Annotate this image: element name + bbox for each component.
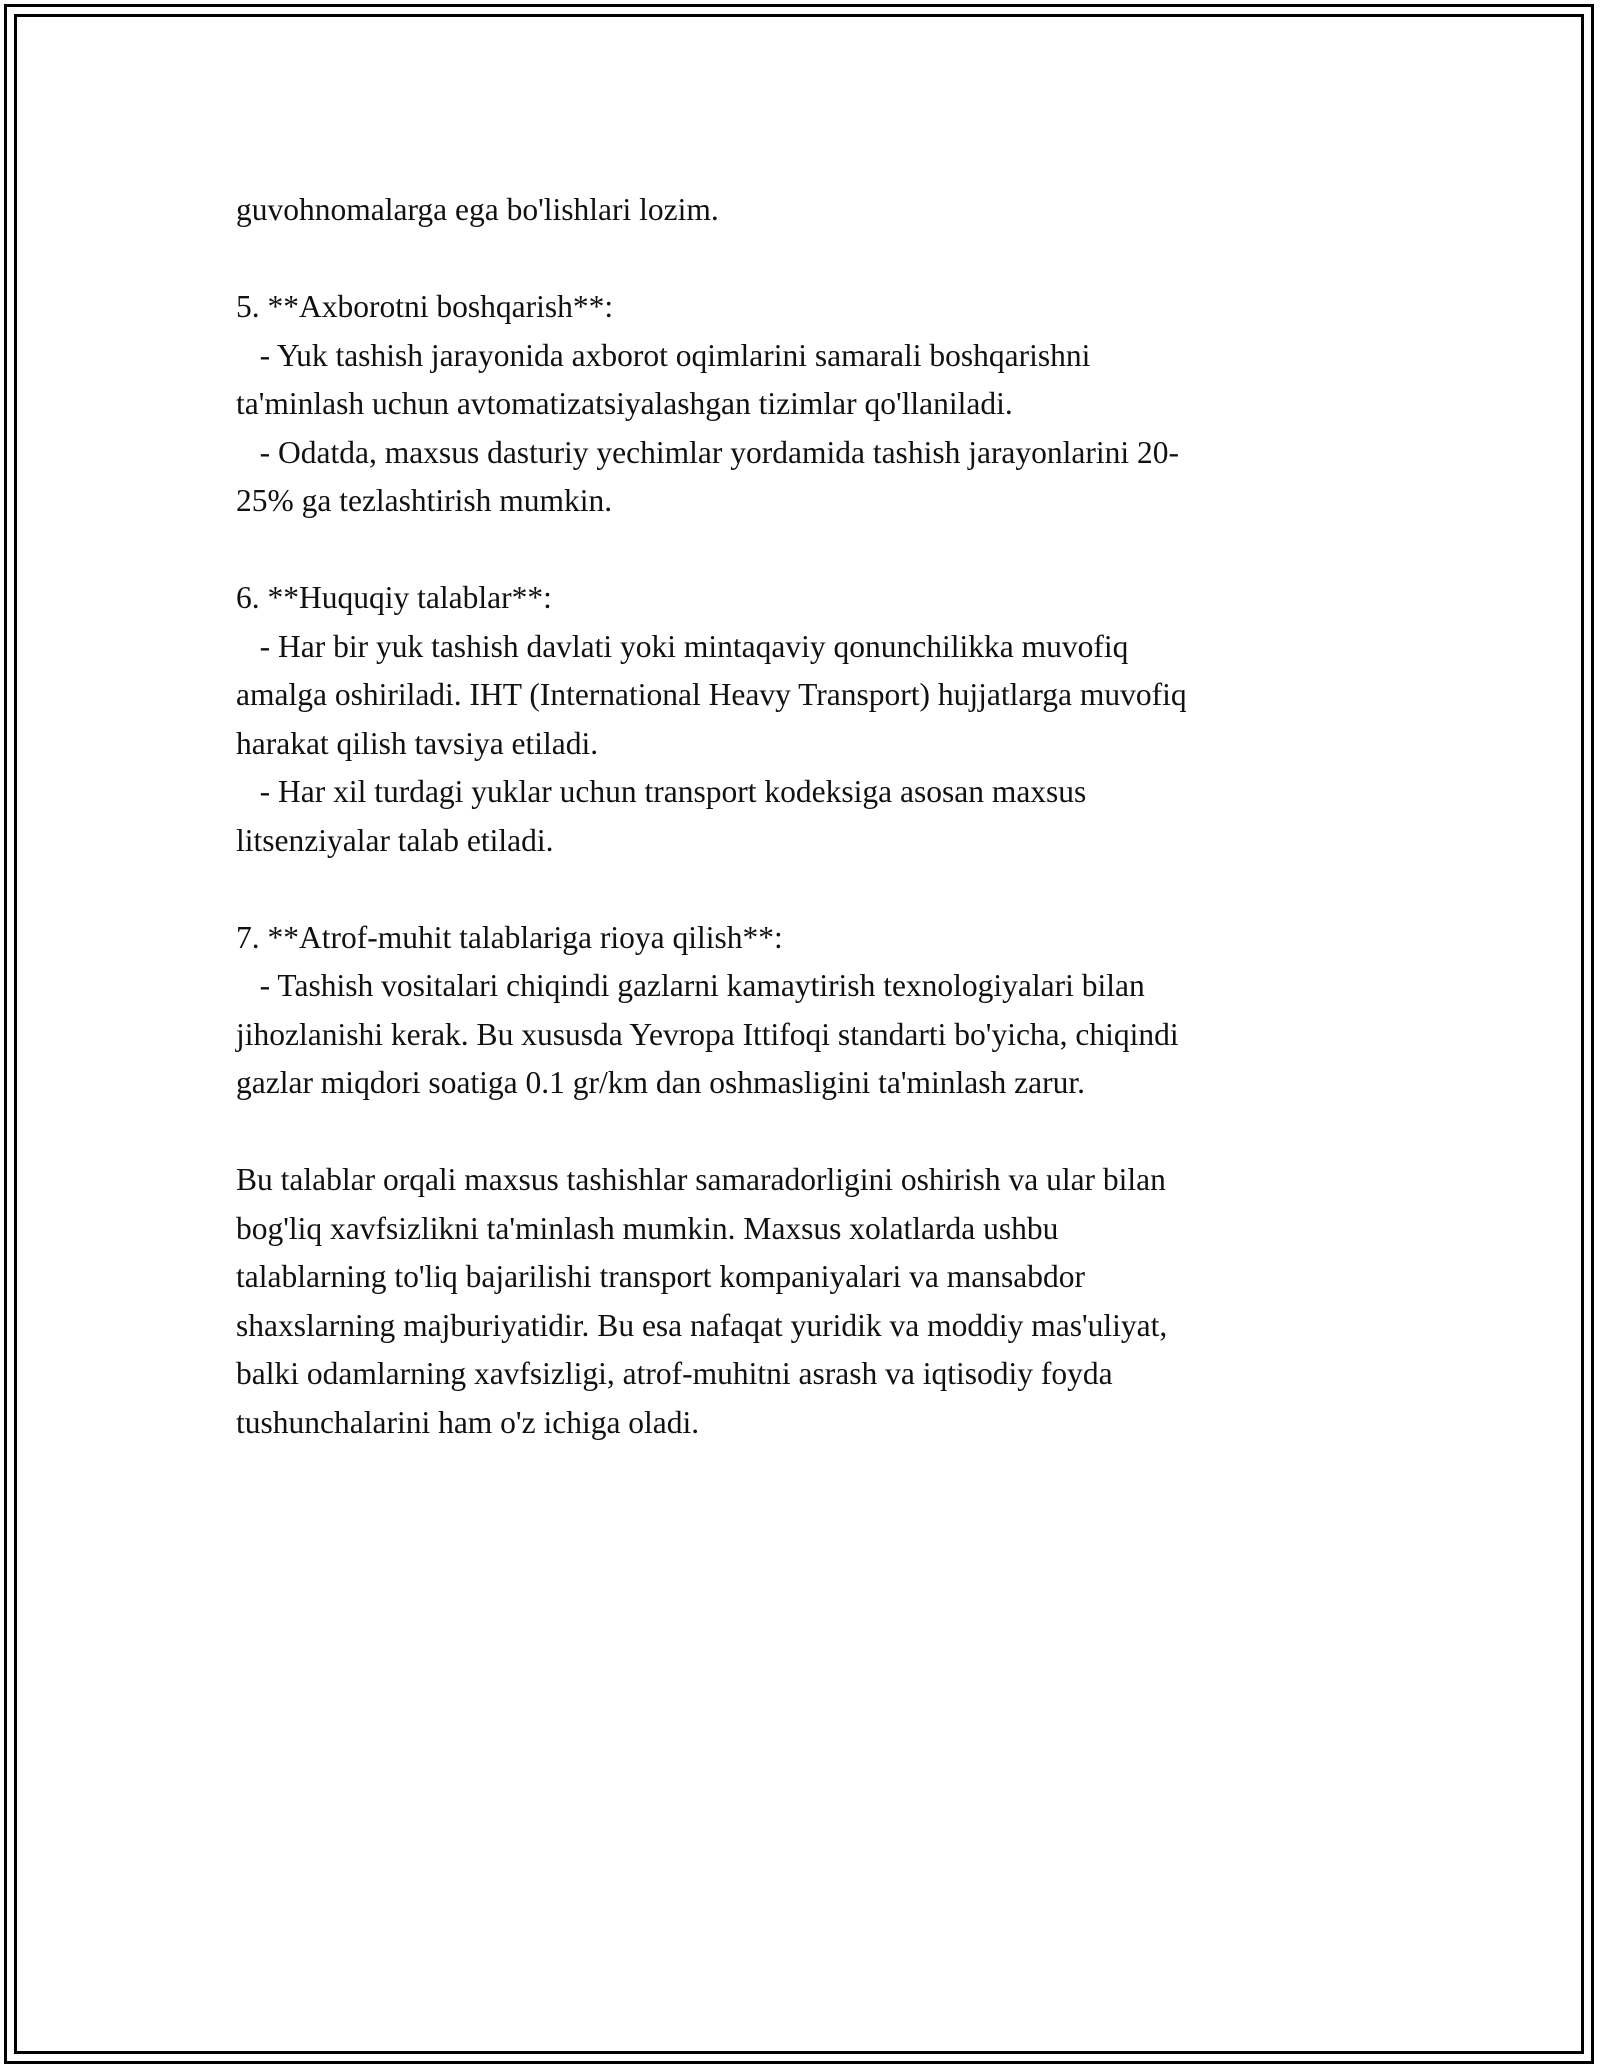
- paragraph-gap: [236, 526, 1366, 575]
- section-heading: 6. **Huquqiy talablar**:: [236, 580, 552, 615]
- section-line: - Yuk tashish jarayonida axborot oqimlarini samarali boshqarishni: [236, 337, 1091, 373]
- opening-line: guvohnomalarga ega bo'lishlari lozim.: [236, 192, 719, 227]
- paragraph-gap: [236, 1108, 1366, 1157]
- section-atrof-muhit: [236, 914, 1366, 1108]
- section-axborotni-boshqarish: [236, 283, 1366, 526]
- section-line: 25% ga tezlashtirish mumkin.: [236, 483, 613, 518]
- paragraph-gap: [236, 865, 1366, 914]
- section-line: harakat qilish tavsiya etiladi.: [236, 725, 599, 761]
- conclusion-paragraph: [236, 1156, 1366, 1447]
- section-line: amalga oshiriladi. IHT (International Heavy Transport) hujjatlarga muvofiq: [236, 677, 1187, 712]
- section-line: - Har bir yuk tashish davlati yoki mintaqaviy qonunchilikka muvofiq: [236, 628, 1129, 664]
- conclusion-line: balki odamlarning xavfsizligi, atrof-muhitni asrash va iqtisodiy foyda: [236, 1356, 1113, 1391]
- conclusion-line: talablarning to'liq bajarilishi transport kompaniyalari va mansabdor: [236, 1259, 1085, 1294]
- section-line: - Har xil turdagi yuklar uchun transport kodeksiga asosan maxsus: [236, 774, 1087, 809]
- section-huquqiy-talablar: [236, 574, 1366, 865]
- conclusion-line: Bu talablar orqali maxsus tashishlar samaradorligini oshirish va ular bilan: [236, 1162, 1166, 1197]
- section-heading: 7. **Atrof-muhit talablariga rioya qilish**:: [236, 919, 783, 955]
- section-line: - Tashish vositalari chiqindi gazlarni kamaytirish texnologiyalari bilan: [236, 968, 1145, 1003]
- section-heading: 5. **Axborotni boshqarish**:: [236, 289, 614, 324]
- section-line: litsenziyalar talab etiladi.: [236, 822, 554, 858]
- section-line: - Odatda, maxsus dasturiy yechimlar yordamida tashish jarayonlarini 20-: [236, 434, 1180, 470]
- paragraph-gap: [236, 235, 1366, 284]
- document-body: [236, 186, 1366, 1447]
- conclusion-line: tushunchalarini ham o'z ichiga oladi.: [236, 1404, 700, 1440]
- section-line: gazlar miqdori soatiga 0.1 gr/km dan oshmasligini ta'minlash zarur.: [236, 1065, 1085, 1100]
- section-line: jihozlanishi kerak. Bu xususda Yevropa Ittifoqi standarti bo'yicha, chiqindi: [236, 1016, 1179, 1052]
- section-line: ta'minlash uchun avtomatizatsiyalashgan tizimlar qo'llaniladi.: [236, 386, 1013, 421]
- conclusion-line: bog'liq xavfsizlikni ta'minlash mumkin. Maxsus xolatlarda ushbu: [236, 1210, 1059, 1246]
- conclusion-line: shaxslarning majburiyatidir. Bu esa nafaqat yuridik va moddiy mas'uliyat,: [236, 1307, 1168, 1343]
